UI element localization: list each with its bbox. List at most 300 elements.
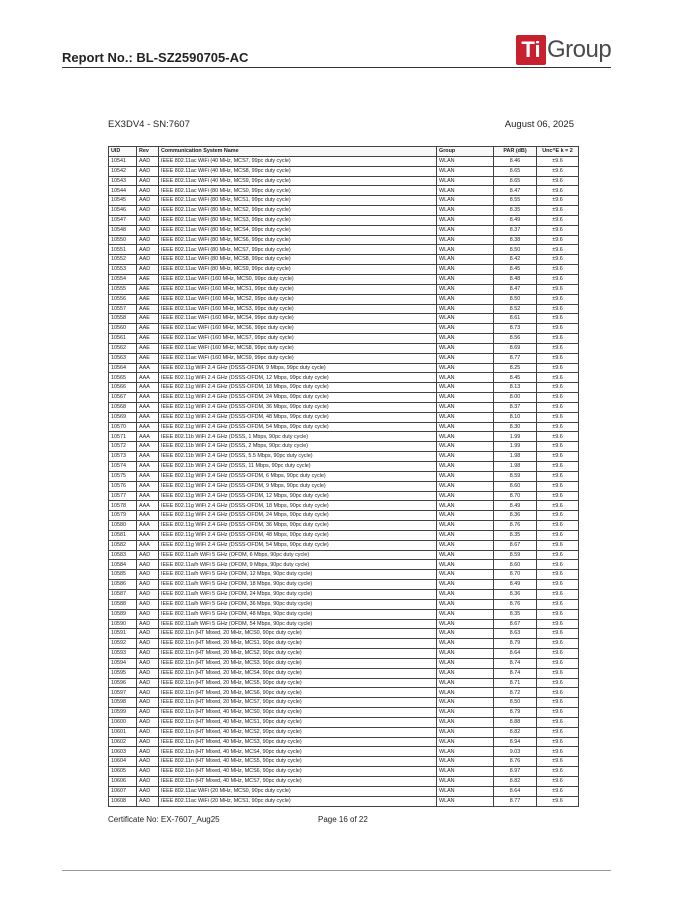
cell-par: 8.49 <box>494 215 537 225</box>
cell-unc: ±9.6 <box>537 422 579 432</box>
cell-uid: 10555 <box>109 284 137 294</box>
cell-par: 8.10 <box>494 412 537 422</box>
cell-group: WLAN <box>437 186 494 196</box>
cell-uid: 10579 <box>109 511 137 521</box>
cell-rev: AAA <box>137 422 159 432</box>
cell-par: 8.13 <box>494 383 537 393</box>
cell-rev: AAD <box>137 580 159 590</box>
table-row <box>109 727 579 737</box>
cell-par: 8.49 <box>494 580 537 590</box>
table-row <box>109 432 579 442</box>
table-row <box>109 186 579 196</box>
cell-name: IEEE 802.11a/h WiFi 5 GHz (OFDM, 12 Mbps, 90pc duty cycle) <box>159 570 437 580</box>
column-header-par: PAR (dB) <box>494 147 537 157</box>
table-row <box>109 757 579 767</box>
cell-uid: 10582 <box>109 540 137 550</box>
cell-rev: AAA <box>137 432 159 442</box>
cell-group: WLAN <box>437 777 494 787</box>
cell-group: WLAN <box>437 757 494 767</box>
cell-unc: ±9.6 <box>537 639 579 649</box>
cell-par: 8.59 <box>494 550 537 560</box>
cell-rev: AAD <box>137 678 159 688</box>
cell-uid: 10546 <box>109 206 137 216</box>
cell-unc: ±9.6 <box>537 501 579 511</box>
cell-uid: 10550 <box>109 235 137 245</box>
cell-group: WLAN <box>437 284 494 294</box>
table-row <box>109 639 579 649</box>
cell-uid: 10561 <box>109 334 137 344</box>
table-row <box>109 629 579 639</box>
table-row <box>109 422 579 432</box>
cell-group: WLAN <box>437 570 494 580</box>
cell-rev: AAD <box>137 560 159 570</box>
cell-group: WLAN <box>437 265 494 275</box>
cell-group: WLAN <box>437 215 494 225</box>
cell-unc: ±9.6 <box>537 619 579 629</box>
cell-name: IEEE 802.11ac WiFi (40 MHz, MCS8, 99pc duty cycle) <box>159 166 437 176</box>
cell-unc: ±9.6 <box>537 383 579 393</box>
cell-par: 8.74 <box>494 658 537 668</box>
cell-group: WLAN <box>437 304 494 314</box>
cell-unc: ±9.6 <box>537 393 579 403</box>
cell-par: 8.63 <box>494 629 537 639</box>
cell-par: 8.67 <box>494 540 537 550</box>
cell-rev: AAA <box>137 373 159 383</box>
cell-group: WLAN <box>437 393 494 403</box>
cell-name: IEEE 802.11g WiFi 2.4 GHz (DSSS-OFDM, 48 Mbps, 99pc duty cycle) <box>159 412 437 422</box>
cell-rev: AAD <box>137 166 159 176</box>
cell-group: WLAN <box>437 767 494 777</box>
cell-unc: ±9.6 <box>537 432 579 442</box>
cell-rev: AAA <box>137 540 159 550</box>
cell-rev: AAD <box>137 550 159 560</box>
cell-uid: 10584 <box>109 560 137 570</box>
cell-uid: 10575 <box>109 471 137 481</box>
cell-name: IEEE 802.11ac WiFi (20 MHz, MCS0, 90pc duty cycle) <box>159 786 437 796</box>
cell-uid: 10564 <box>109 363 137 373</box>
table-row <box>109 599 579 609</box>
cell-name: IEEE 802.11b WiFi 2.4 GHz (DSSS, 5.5 Mbps, 90pc duty cycle) <box>159 452 437 462</box>
cell-rev: AAD <box>137 156 159 166</box>
cell-name: IEEE 802.11a/h WiFi 5 GHz (OFDM, 18 Mbps, 90pc duty cycle) <box>159 580 437 590</box>
cell-uid: 10588 <box>109 599 137 609</box>
cell-uid: 10566 <box>109 383 137 393</box>
cell-unc: ±9.6 <box>537 609 579 619</box>
table-row <box>109 452 579 462</box>
cell-group: WLAN <box>437 530 494 540</box>
cell-par: 8.35 <box>494 530 537 540</box>
cell-group: WLAN <box>437 550 494 560</box>
cell-name: IEEE 802.11n (HT Mixed, 40 MHz, MCS2, 90pc duty cycle) <box>159 727 437 737</box>
cell-uid: 10601 <box>109 727 137 737</box>
cell-name: IEEE 802.11ac WiFi (160 MHz, MCS7, 99pc duty cycle) <box>159 334 437 344</box>
cell-par: 8.79 <box>494 639 537 649</box>
cell-par: 1.99 <box>494 442 537 452</box>
cell-par: 8.30 <box>494 422 537 432</box>
cell-rev: AAD <box>137 796 159 806</box>
table-row <box>109 560 579 570</box>
cell-unc: ±9.6 <box>537 688 579 698</box>
cell-group: WLAN <box>437 245 494 255</box>
table-body <box>109 156 579 806</box>
cell-group: WLAN <box>437 668 494 678</box>
table-row <box>109 274 579 284</box>
cell-name: IEEE 802.11ac WiFi (20 MHz, MCS1, 90pc duty cycle) <box>159 796 437 806</box>
cell-unc: ±9.6 <box>537 698 579 708</box>
table-row <box>109 196 579 206</box>
cell-rev: AAD <box>137 225 159 235</box>
cell-unc: ±9.6 <box>537 462 579 472</box>
cell-name: IEEE 802.11g WiFi 2.4 GHz (DSSS-OFDM, 12 Mbps, 99pc duty cycle) <box>159 373 437 383</box>
table-row <box>109 609 579 619</box>
column-header-uid: UID <box>109 147 137 157</box>
cell-rev: AAD <box>137 786 159 796</box>
cell-unc: ±9.6 <box>537 304 579 314</box>
cell-rev: AAD <box>137 658 159 668</box>
cell-name: IEEE 802.11ac WiFi (80 MHz, MCS2, 99pc duty cycle) <box>159 206 437 216</box>
cell-unc: ±9.6 <box>537 402 579 412</box>
cell-group: WLAN <box>437 363 494 373</box>
cell-uid: 10560 <box>109 324 137 334</box>
table-row <box>109 747 579 757</box>
cell-unc: ±9.6 <box>537 767 579 777</box>
table-row <box>109 619 579 629</box>
table-row <box>109 393 579 403</box>
cell-rev: AAE <box>137 294 159 304</box>
cell-group: WLAN <box>437 402 494 412</box>
cell-uid: 10602 <box>109 737 137 747</box>
cell-par: 8.79 <box>494 708 537 718</box>
cell-par: 8.56 <box>494 334 537 344</box>
cell-unc: ±9.6 <box>537 176 579 186</box>
cell-par: 8.65 <box>494 166 537 176</box>
cell-rev: AAD <box>137 196 159 206</box>
cell-uid: 10571 <box>109 432 137 442</box>
cell-rev: AAE <box>137 304 159 314</box>
cell-par: 8.61 <box>494 314 537 324</box>
cell-name: IEEE 802.11n (HT Mixed, 40 MHz, MCS3, 90pc duty cycle) <box>159 737 437 747</box>
cell-uid: 10593 <box>109 649 137 659</box>
cell-unc: ±9.6 <box>537 560 579 570</box>
cell-uid: 10544 <box>109 186 137 196</box>
cell-par: 8.25 <box>494 363 537 373</box>
cell-name: IEEE 802.11n (HT Mixed, 40 MHz, MCS0, 90pc duty cycle) <box>159 708 437 718</box>
table-row <box>109 786 579 796</box>
column-header-group: Group <box>437 147 494 157</box>
cell-par: 8.55 <box>494 196 537 206</box>
cell-par: 8.45 <box>494 265 537 275</box>
cell-name: IEEE 802.11ac WiFi (160 MHz, MCS6, 99pc duty cycle) <box>159 324 437 334</box>
cell-par: 8.76 <box>494 521 537 531</box>
cell-name: IEEE 802.11n (HT Mixed, 20 MHz, MCS6, 90pc duty cycle) <box>159 688 437 698</box>
cell-unc: ±9.6 <box>537 255 579 265</box>
cell-unc: ±9.6 <box>537 196 579 206</box>
cell-par: 8.74 <box>494 668 537 678</box>
cell-par: 8.60 <box>494 560 537 570</box>
table-row <box>109 668 579 678</box>
cell-group: WLAN <box>437 796 494 806</box>
cell-rev: AAD <box>137 570 159 580</box>
cell-group: WLAN <box>437 619 494 629</box>
cell-group: WLAN <box>437 560 494 570</box>
cell-par: 8.47 <box>494 284 537 294</box>
table-row <box>109 462 579 472</box>
cell-uid: 10598 <box>109 698 137 708</box>
cell-rev: AAD <box>137 708 159 718</box>
cell-unc: ±9.6 <box>537 599 579 609</box>
cell-uid: 10556 <box>109 294 137 304</box>
cell-name: IEEE 802.11a/h WiFi 5 GHz (OFDM, 9 Mbps, 90pc duty cycle) <box>159 560 437 570</box>
cell-name: IEEE 802.11ac WiFi (80 MHz, MCS6, 99pc duty cycle) <box>159 235 437 245</box>
cell-group: WLAN <box>437 255 494 265</box>
cell-par: 8.76 <box>494 599 537 609</box>
table-row <box>109 245 579 255</box>
cell-uid: 10605 <box>109 767 137 777</box>
table-row <box>109 156 579 166</box>
table-row <box>109 324 579 334</box>
cell-unc: ±9.6 <box>537 511 579 521</box>
cell-par: 8.50 <box>494 698 537 708</box>
column-header-rev: Rev <box>137 147 159 157</box>
cell-group: WLAN <box>437 511 494 521</box>
cell-name: IEEE 802.11n (HT Mixed, 20 MHz, MCS4, 90pc duty cycle) <box>159 668 437 678</box>
cell-unc: ±9.6 <box>537 452 579 462</box>
cell-unc: ±9.6 <box>537 491 579 501</box>
cell-unc: ±9.6 <box>537 274 579 284</box>
cell-unc: ±9.6 <box>537 530 579 540</box>
cell-unc: ±9.6 <box>537 550 579 560</box>
cell-rev: AAD <box>137 698 159 708</box>
cell-group: WLAN <box>437 609 494 619</box>
cell-unc: ±9.6 <box>537 412 579 422</box>
cell-uid: 10563 <box>109 353 137 363</box>
cell-par: 8.50 <box>494 294 537 304</box>
cell-uid: 10595 <box>109 668 137 678</box>
cell-unc: ±9.6 <box>537 215 579 225</box>
cell-name: IEEE 802.11g WiFi 2.4 GHz (DSSS-OFDM, 54 Mbps, 99pc duty cycle) <box>159 422 437 432</box>
table-row <box>109 334 579 344</box>
cell-unc: ±9.6 <box>537 471 579 481</box>
cell-par: 8.60 <box>494 481 537 491</box>
cell-group: WLAN <box>437 491 494 501</box>
cell-par: 8.64 <box>494 786 537 796</box>
cell-group: WLAN <box>437 649 494 659</box>
cell-rev: AAD <box>137 589 159 599</box>
table-row <box>109 166 579 176</box>
logo-mark: Ti <box>516 35 546 65</box>
cell-rev: AAE <box>137 353 159 363</box>
cell-unc: ±9.6 <box>537 678 579 688</box>
cell-rev: AAD <box>137 619 159 629</box>
cell-unc: ±9.6 <box>537 727 579 737</box>
table-row <box>109 511 579 521</box>
cell-par: 8.82 <box>494 727 537 737</box>
table-row <box>109 767 579 777</box>
cell-par: 8.94 <box>494 737 537 747</box>
cell-unc: ±9.6 <box>537 747 579 757</box>
cell-uid: 10597 <box>109 688 137 698</box>
cell-name: IEEE 802.11g WiFi 2.4 GHz (DSSS-OFDM, 18 Mbps, 99pc duty cycle) <box>159 383 437 393</box>
cell-rev: AAD <box>137 215 159 225</box>
cell-name: IEEE 802.11a/h WiFi 5 GHz (OFDM, 6 Mbps, 90pc duty cycle) <box>159 550 437 560</box>
table-row <box>109 215 579 225</box>
cell-group: WLAN <box>437 737 494 747</box>
cell-par: 8.65 <box>494 176 537 186</box>
cell-par: 8.48 <box>494 274 537 284</box>
cell-name: IEEE 802.11g WiFi 2.4 GHz (DSSS-OFDM, 9 Mbps, 99pc duty cycle) <box>159 363 437 373</box>
cell-par: 8.64 <box>494 649 537 659</box>
cell-unc: ±9.6 <box>537 442 579 452</box>
cell-rev: AAD <box>137 717 159 727</box>
cell-name: IEEE 802.11g WiFi 2.4 GHz (DSSS-OFDM, 12 Mbps, 90pc duty cycle) <box>159 491 437 501</box>
table-row <box>109 777 579 787</box>
cell-rev: AAA <box>137 521 159 531</box>
cell-unc: ±9.6 <box>537 777 579 787</box>
cell-uid: 10542 <box>109 166 137 176</box>
cell-uid: 10576 <box>109 481 137 491</box>
cell-uid: 10553 <box>109 265 137 275</box>
report-number: Report No.: BL-SZ2590705-AC <box>62 50 249 65</box>
cell-rev: AAD <box>137 176 159 186</box>
cell-rev: AAA <box>137 462 159 472</box>
cell-unc: ±9.6 <box>537 314 579 324</box>
cell-name: IEEE 802.11g WiFi 2.4 GHz (DSSS-OFDM, 36 Mbps, 99pc duty cycle) <box>159 402 437 412</box>
cell-name: IEEE 802.11g WiFi 2.4 GHz (DSSS-OFDM, 9 Mbps, 90pc duty cycle) <box>159 481 437 491</box>
cell-uid: 10606 <box>109 777 137 787</box>
cell-name: IEEE 802.11a/h WiFi 5 GHz (OFDM, 48 Mbps, 90pc duty cycle) <box>159 609 437 619</box>
table-header-row <box>109 147 579 157</box>
cell-group: WLAN <box>437 708 494 718</box>
cell-group: WLAN <box>437 452 494 462</box>
cell-unc: ±9.6 <box>537 629 579 639</box>
cell-rev: AAD <box>137 599 159 609</box>
cell-uid: 10557 <box>109 304 137 314</box>
cell-group: WLAN <box>437 432 494 442</box>
table-row <box>109 521 579 531</box>
cell-unc: ±9.6 <box>537 245 579 255</box>
cell-uid: 10558 <box>109 314 137 324</box>
table-row <box>109 176 579 186</box>
cell-name: IEEE 802.11ac WiFi (40 MHz, MCS7, 99pc duty cycle) <box>159 156 437 166</box>
cell-group: WLAN <box>437 196 494 206</box>
cell-unc: ±9.6 <box>537 166 579 176</box>
cell-uid: 10585 <box>109 570 137 580</box>
cell-unc: ±9.6 <box>537 540 579 550</box>
cell-rev: AAA <box>137 442 159 452</box>
cell-name: IEEE 802.11ac WiFi (160 MHz, MCS2, 99pc duty cycle) <box>159 294 437 304</box>
table-row <box>109 737 579 747</box>
cell-uid: 10573 <box>109 452 137 462</box>
cell-name: IEEE 802.11g WiFi 2.4 GHz (DSSS-OFDM, 6 Mbps, 90pc duty cycle) <box>159 471 437 481</box>
cell-rev: AAD <box>137 629 159 639</box>
cell-group: WLAN <box>437 422 494 432</box>
table-row <box>109 353 579 363</box>
cell-rev: AAD <box>137 747 159 757</box>
cell-par: 8.77 <box>494 796 537 806</box>
cell-unc: ±9.6 <box>537 570 579 580</box>
cell-uid: 10580 <box>109 521 137 531</box>
cell-rev: AAD <box>137 639 159 649</box>
cell-unc: ±9.6 <box>537 156 579 166</box>
cell-unc: ±9.6 <box>537 235 579 245</box>
cell-name: IEEE 802.11ac WiFi (80 MHz, MCS3, 99pc duty cycle) <box>159 215 437 225</box>
document-date: August 06, 2025 <box>504 119 574 130</box>
cell-uid: 10586 <box>109 580 137 590</box>
cell-par: 1.98 <box>494 462 537 472</box>
cell-rev: AAD <box>137 245 159 255</box>
cell-rev: AAD <box>137 777 159 787</box>
cell-uid: 10570 <box>109 422 137 432</box>
table-row <box>109 481 579 491</box>
cell-uid: 10565 <box>109 373 137 383</box>
table-row <box>109 442 579 452</box>
cell-par: 8.35 <box>494 609 537 619</box>
cell-name: IEEE 802.11ac WiFi (80 MHz, MCS7, 99pc duty cycle) <box>159 245 437 255</box>
cell-name: IEEE 802.11g WiFi 2.4 GHz (DSSS-OFDM, 36 Mbps, 90pc duty cycle) <box>159 521 437 531</box>
cell-par: 8.72 <box>494 688 537 698</box>
cell-unc: ±9.6 <box>537 186 579 196</box>
cell-par: 8.73 <box>494 324 537 334</box>
cell-name: IEEE 802.11n (HT Mixed, 40 MHz, MCS1, 90pc duty cycle) <box>159 717 437 727</box>
cell-name: IEEE 802.11n (HT Mixed, 40 MHz, MCS5, 90pc duty cycle) <box>159 757 437 767</box>
cell-uid: 10574 <box>109 462 137 472</box>
cell-rev: AAE <box>137 274 159 284</box>
cell-unc: ±9.6 <box>537 589 579 599</box>
cell-unc: ±9.6 <box>537 737 579 747</box>
cell-name: IEEE 802.11g WiFi 2.4 GHz (DSSS-OFDM, 48 Mbps, 90pc duty cycle) <box>159 530 437 540</box>
cell-uid: 10551 <box>109 245 137 255</box>
cell-name: IEEE 802.11n (HT Mixed, 40 MHz, MCS6, 90pc duty cycle) <box>159 767 437 777</box>
cell-par: 9.03 <box>494 747 537 757</box>
cell-name: IEEE 802.11a/h WiFi 5 GHz (OFDM, 36 Mbps, 90pc duty cycle) <box>159 599 437 609</box>
table-row <box>109 343 579 353</box>
cell-group: WLAN <box>437 294 494 304</box>
cell-par: 8.46 <box>494 156 537 166</box>
cell-par: 8.76 <box>494 757 537 767</box>
cell-par: 8.77 <box>494 353 537 363</box>
cell-rev: AAA <box>137 393 159 403</box>
table-row <box>109 294 579 304</box>
cell-uid: 10603 <box>109 747 137 757</box>
cell-unc: ±9.6 <box>537 649 579 659</box>
cell-group: WLAN <box>437 314 494 324</box>
cell-par: 8.69 <box>494 343 537 353</box>
table-row <box>109 225 579 235</box>
table-row <box>109 580 579 590</box>
cell-rev: AAD <box>137 186 159 196</box>
cell-group: WLAN <box>437 589 494 599</box>
table-row <box>109 412 579 422</box>
table-row <box>109 530 579 540</box>
cell-name: IEEE 802.11n (HT Mixed, 40 MHz, MCS7, 90pc duty cycle) <box>159 777 437 787</box>
cell-uid: 10548 <box>109 225 137 235</box>
cell-name: IEEE 802.11ac WiFi (80 MHz, MCS9, 99pc duty cycle) <box>159 265 437 275</box>
cell-name: IEEE 802.11n (HT Mixed, 40 MHz, MCS4, 90pc duty cycle) <box>159 747 437 757</box>
cell-group: WLAN <box>437 639 494 649</box>
cell-rev: AAD <box>137 255 159 265</box>
cell-unc: ±9.6 <box>537 363 579 373</box>
cell-group: WLAN <box>437 156 494 166</box>
cell-rev: AAE <box>137 314 159 324</box>
cell-uid: 10600 <box>109 717 137 727</box>
cell-group: WLAN <box>437 727 494 737</box>
cell-par: 8.00 <box>494 393 537 403</box>
cell-group: WLAN <box>437 235 494 245</box>
cell-uid: 10562 <box>109 343 137 353</box>
cell-unc: ±9.6 <box>537 225 579 235</box>
cell-unc: ±9.6 <box>537 796 579 806</box>
cell-name: IEEE 802.11ac WiFi (160 MHz, MCS3, 99pc duty cycle) <box>159 304 437 314</box>
